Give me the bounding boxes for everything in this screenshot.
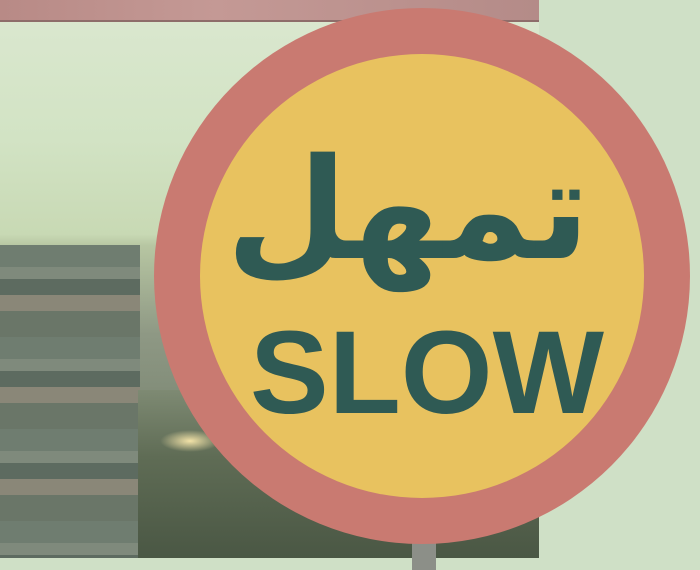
slow-road-sign xyxy=(150,8,700,548)
sign-english-text: SLOW xyxy=(250,307,604,439)
sign-arabic-text: تمهل xyxy=(226,129,590,292)
background-building xyxy=(0,245,140,558)
